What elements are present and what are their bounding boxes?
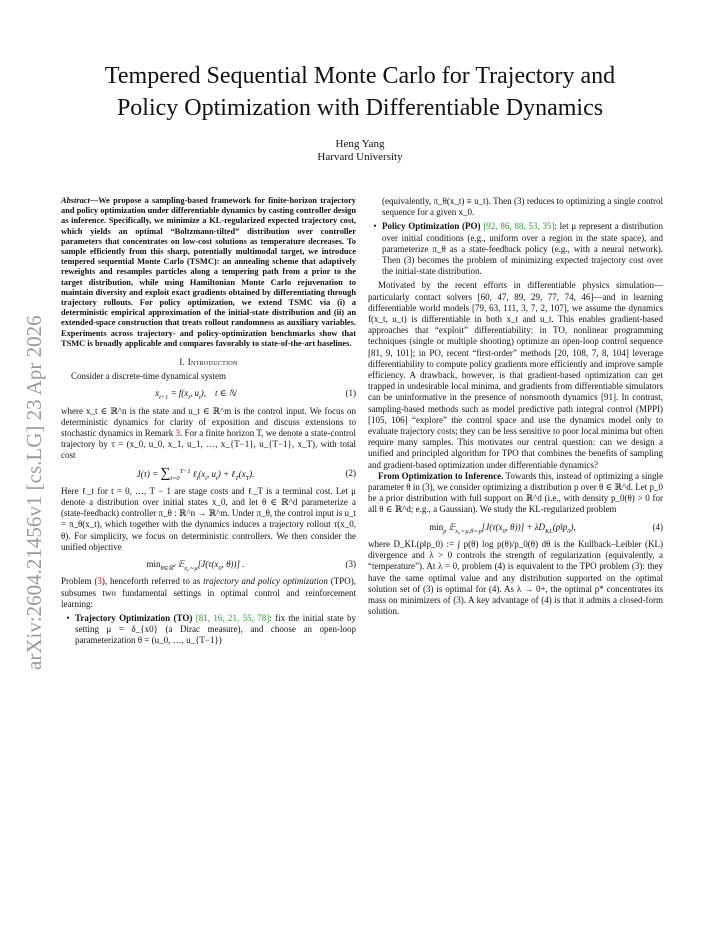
equation-3-number: (3) [345, 559, 356, 570]
title-line-2: Policy Optimization with Differentiable Dynamics [116, 95, 604, 121]
abstract-label: Abstract [61, 196, 90, 205]
bullet-to-label: Trajectory Optimization (TO) [75, 612, 193, 623]
equation-1-body: $x_{t+1} = f(x_t$, $u_t$), t ∈ ℕ [155, 388, 236, 402]
paper-title [40, 60, 680, 124]
left-column [61, 196, 356, 650]
arxiv-identifier-text: arXiv:2604.21456v1 [cs.LG] 23 Apr 2026 [22, 315, 46, 670]
equation-4 [368, 522, 663, 533]
equation-3-link[interactable]: 3 [97, 576, 102, 587]
equation-3 [61, 559, 356, 570]
kl-definition-paragraph: where D_KL(p‖p_0) := ∫ p(θ) log p(θ)/p_0(θ) dθ is the Kullback–Leibler (KL) divergence and λ > 0 controls the strength of regularization (equivalently, a “temperature”). At λ = 0, problem (4) is equivalent to the TPO problem (3): they have the same optimal value and any distribution supported on the optimal solution set of (3) is optimal for (4). As λ → 0+, the optimal p* concentrates its mass on minimizers of (3). A key advantage of (4) is that it admits a closed-form solution. [368, 538, 663, 617]
equation-2 [61, 465, 356, 482]
abstract [61, 196, 356, 349]
bullet-marker: • [373, 221, 377, 232]
intro-paragraph-1: Consider a discrete-time dynamical system [71, 371, 226, 382]
title-line-1: Tempered Sequential Monte Carlo for Trajectory and [104, 63, 616, 89]
equation-4-number: (4) [652, 521, 663, 532]
motivation-paragraph: Motivated by the recent efforts in differentiable physics simulation—particularly contact solvers [60, 47, 89, 29, 77, 74, 46]—and in learning differentiable world models [79, 63, 111, 3, 7, 2, 107], we assume the dynamics f(x_t, u_t) is differentiable in both x_t and u_t. This enables gradient-based approaches that “exploit” differentiability: in TO, nonlinear programming techniques (single or multiple shooting) optimize an open-loop control sequence [81, 9, 101]; in PO, recent “first-order” methods [20, 108, 7, 8, 104] leverage differentiability to compute policy gradients more efficiently and improve sample efficiency. A drawback, however, is that gradient-based optimization can get trapped in undesirable local minima, and gradients from differentiable simulators can be uninformative in the presence of nonsmooth dynamics [91]. In contrast, sampling-based methods such as model predictive path integral control (MPPI) [105, 106] “explore” the control space and use the dynamics model only to evaluate trajectory costs; they can be less sensitive to poor local minima but often require many samples. This motivates our central question: can we design a unified and principled algorithm for TPO that combines the benefits of sampling and gradient-based optimization under differentiable dynamics? [368, 280, 663, 470]
bullet-to-continuation: (equivalently, π_θ(x_t) ≡ u_t). Then (3) reduces to optimizing a single control sequence for a given x_0. [382, 196, 663, 218]
bullet-po-label: Policy Optimization (PO) [382, 221, 481, 232]
author-affiliation: Harvard University [317, 151, 403, 163]
remark-link[interactable]: 3 [175, 428, 181, 439]
arxiv-identifier-stamp [10, 260, 54, 680]
equation-1 [61, 388, 356, 402]
bullet-policy-optimization [368, 221, 663, 277]
author-name: Heng Yang [335, 138, 385, 150]
bullet-po-citations[interactable]: [92, 86, 88, 53, 35] [483, 221, 555, 232]
bullet-to-citations[interactable]: [81, 16, 21, 55, 78] [195, 612, 270, 623]
right-column [368, 196, 663, 617]
equation-3-body: $\min_{\theta\in ℝ^d}$ $𝔼_{x_0\sim\mu}[J(\tau(x_0$, θ))] . [146, 559, 245, 572]
equation-2-number: (2) [345, 468, 356, 479]
intro-paragraph-3: Here ℓ_t for t = 0, …, T − 1 are stage costs and ℓ_T is a terminal cost. Let μ denote a distribution over initial states x_0, and let θ ∈ ℝ^d parameterize a (state-feedback) controller π_θ : ℝ^n → ℝ^m. Under π_θ, the control input is u_t = π_θ(x_t), which together with the dynamics induces a trajectory rollout τ(x_0, θ). For simplicity, we focus on deterministic controllers. We then consider the unified objective [61, 485, 356, 552]
bullet-to-text: : fix the initial state by setting μ = δ_{x0} (a Dirac measure), and choose an open-loop parameterization θ = (u_0, …, u_{T−1}) [75, 612, 357, 646]
intro-paragraph-4: Problem (3), henceforth referred to as trajectory and policy optimization (TPO), subsumes two fundamental settings in optimal control and reinforcement learning: [61, 576, 356, 609]
equation-2-body: $J(\tau) = \sum_{t=0}^{T-1}$ $\ell_t(x_t$, $u_t$) + $\ell_T(x_T)$. [136, 465, 255, 482]
bullet-marker: • [66, 612, 70, 623]
paragraph-label: From Optimization to Inference. [378, 470, 504, 481]
intro-paragraph-2: where x_t ∈ ℝ^n is the state and u_t ∈ ℝ^m is the control input. We focus on deterministic dynamics for clarity of exposition and discuss extensions to stochastic dynamics in Remark 3. For a finite horizon T, we denote a state-control trajectory by τ = (x_0, u_0, x_1, u_1, …, x_{T−1}, u_{T−1}, x_T), with total cost [61, 405, 356, 461]
author-block [60, 138, 660, 164]
equation-1-number: (1) [345, 388, 356, 399]
bullet-po-text: : let μ represent a distribution over initial conditions (e.g., uniform over a region in the state space), and parameterize π_θ as a state-feedback policy (e.g., with a neural network). Then (3) becomes the problem of minimizing expected trajectory cost over the initial-state distribution. [382, 221, 664, 277]
bullet-trajectory-optimization [61, 613, 356, 647]
equation-4-body: $\min_p$ $𝔼_{x_0\sim\mu,\theta\sim p}[J(\tau(x_0$, $\theta))] + \lambda D_{KL}(p‖p_0)$, [429, 521, 576, 535]
optimization-to-inference-paragraph: From Optimization to Inference. Towards this, instead of optimizing a single parameter θ in (3), we consider optimizing a distribution p over θ ∈ ℝ^d. Let p_0 be a prior distribution with full support on ℝ^d (i.e., with density p_0(θ) > 0 for all θ ∈ ℝ^d; e.g., a Gaussian). We study the KL-regularized problem [368, 470, 663, 515]
abstract-text: —We propose a sampling-based framework for finite-horizon trajectory and policy optimization under differentiable dynamics by casting controller design as inference. Specifically, we minimize a KL-regularized expected trajectory cost, which yields an optimal “Boltzmann-tilted” distribution over controller parameters that concentrates on low-cost solutions as temperature decreases. To sample efficiently from this sharp, potentially multimodal target, we introduce tempered sequential Monte Carlo (TSMC): an annealing scheme that adaptively reweights and resamples particles along a tempering path from a prior to the target distribution, while using Hamiltonian Monte Carlo rejuvenation to maintain diversity and exploit exact gradients obtained by differentiating through trajectory rollouts. For policy optimization, we extend TSMC via (i) a deterministic empirical approximation of the initial-state distribution and (ii) an extended-space construction that treats rollout randomness as auxiliary variables. Experiments across trajectory- and policy-optimization benchmarks show that TSMC is broadly applicable and compares favorably to state-of-the-art baselines. [61, 196, 356, 348]
section-heading-introduction: I. Introduction [179, 357, 238, 368]
